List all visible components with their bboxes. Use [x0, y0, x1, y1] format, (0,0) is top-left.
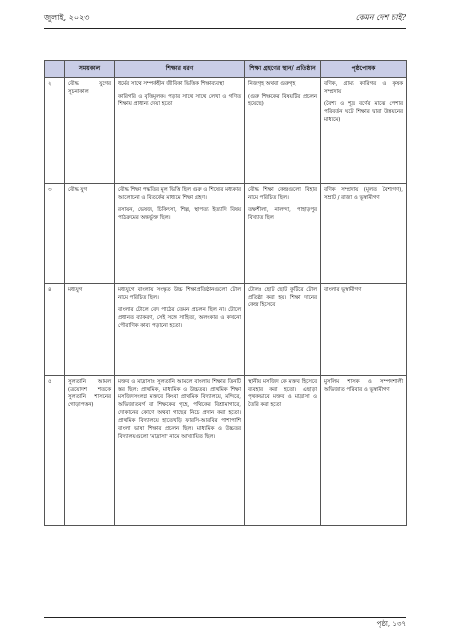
page-number: পৃষ্ঠা, ১৩৭ — [376, 620, 406, 628]
cell-paragraph: মধ্যযুগ — [68, 286, 83, 293]
cell-paragraph: (বৈশ্য ও শূদ্র বর্ণের মাঝে পেশার পরিবর্তন ঘটে শিক্ষার দ্বারা উন্নয়নের মাধ্যমে) — [324, 101, 403, 124]
cell-paragraph: বাংলার ভূস্বামীগণ — [324, 286, 362, 293]
column-header-type: শিক্ষার ধরণ — [115, 61, 245, 78]
cell-period — [65, 183, 115, 283]
row-number: ৩ — [45, 183, 65, 283]
cell-place — [245, 375, 321, 525]
cell-paragraph: নিজগৃহ অথবা গুরুগৃহ — [248, 80, 296, 87]
cell-paragraph: বণিক সম্প্রদায় (মূলত বৈশ্যগণ), সম্রাট / রাজা ও ভূস্বামীগণ — [324, 186, 403, 201]
cell-period — [65, 283, 115, 375]
column-header-patron: পৃষ্ঠপোষক — [321, 61, 407, 78]
cell-paragraph: বণিক, গ্রাম্য কারিগর ও কৃষক সম্প্রদায় — [324, 80, 403, 95]
table-row — [45, 375, 407, 525]
cell-period — [65, 77, 115, 183]
cell-patron — [321, 375, 407, 525]
column-header-place: শিক্ষা গ্রহণের স্থান/ প্রতিষ্ঠান — [245, 61, 321, 78]
table-row — [45, 183, 407, 283]
cell-patron — [321, 77, 407, 183]
cell-paragraph: টোলঃ ছোট ছোট কুটিরে টোল প্রতিষ্ঠা করা হয়। শিক্ষা দানের কেন্দ্র হিসেবে — [248, 286, 317, 309]
cell-type — [115, 375, 245, 525]
cell-paragraph: তক্ষশীলা, নালন্দা, পাহাড়পুর বিখ্যাত ছিল — [248, 207, 317, 222]
footer-divider — [44, 617, 406, 618]
table-row — [45, 283, 407, 375]
header-date: জুলাই, ২০২৩ — [44, 13, 90, 22]
cell-paragraph: মুসলিম শাসক ও সম্পদশালী অভিজাত পরিবার ও ভূস্বামীগণ — [324, 378, 403, 393]
column-header-number — [45, 61, 65, 78]
cell-paragraph: বৌদ্ধ যুগ — [68, 186, 88, 193]
cell-place — [245, 283, 321, 375]
cell-paragraph: বৌদ্ধ শিক্ষা পদ্ধতির মূল ভিত্তি ছিল গুরু ও শিষ্যের মধ্যকার আলোচনা ও বিতর্কের মাধ্যমে শিক্ষা গ্রহণ। — [118, 186, 241, 201]
table-body — [45, 77, 407, 525]
cell-type — [115, 283, 245, 375]
cell-paragraph: রসায়ন, ভেষজ, চিকিৎসা, শিল্প, স্থাপত্য ইত্যাদি বিষয় পাঠক্রমের অন্তর্ভুক্ত ছিল। — [118, 207, 241, 222]
header-title: কেমন দেশ চাই? — [355, 13, 406, 22]
page-header — [44, 12, 406, 26]
cell-paragraph: মক্তব ও মাদ্রাসাঃ সুলতানি আমলে বাংলায় শিক্ষার তিনটি স্তর ছিল: প্রাথমিক, মাধ্যমিক ও উচ্চতর। প্রাথমিক শিক্ষা মসজিদসংলগ্ন মক্তবে কিংবা প্রাথমিক বিদ্যালয়ে, মন্দিরে, অভিজাতবর্গ বা শিক্ষকের গৃহে, পথিকের বিশ্রামাগারে, দোকানের কোণে অথবা গাছের নিচে প্রদান করা হতো। প্রাথমিক বিদ্যালয়ে হাতেখড়ি ফারসি-আরবির পাশাপাশি বাংলা ভাষা শিক্ষার প্রচলন ছিল। মাধ্যমিক ও উচ্চতর বিদ্যালয়গুলো 'মাদ্রাসা' নামে আখ্যায়িত ছিল। — [118, 378, 241, 440]
cell-paragraph: কারিগরি ও বৃত্তিমূলক। পড়ার সাথে সাথে লেখা ও গণিত শিক্ষায় প্রাধান্য দেয়া হতো — [118, 93, 241, 108]
cell-paragraph: স্থানীয় মসজিদ কে মক্তব হিসেবে ব্যবহার করা হতো। এছাড়া পৃথকভাবে মক্তব ও মাদ্রাসা ও তৈরি করা হতো — [248, 378, 317, 409]
cell-paragraph: বৌদ্ধ শিক্ষা কেন্দ্রগুলো বিহার নামে পরিচিত ছিল। — [248, 186, 317, 201]
column-header-period: সময়কাল — [65, 61, 115, 78]
row-number: ৪ — [45, 283, 65, 375]
table-header-row — [45, 61, 407, 78]
cell-paragraph: বাংলার টোলে বেদ পাঠের তেমন প্রচলন ছিল না। টোলে প্রধানত ব্যাকরণ, সেই সঙ্গে সাহিত্য, অলংকার ও কখনো পৌরাণিক কাব্য পড়ানো হতো। — [118, 307, 241, 330]
education-history-table — [44, 60, 407, 526]
cell-paragraph: সুলতানি আমল (ত্রয়োদশ শতকে সুলতানি শাসনের গোড়াপত্তন) — [68, 378, 111, 409]
cell-place — [245, 183, 321, 283]
cell-patron — [321, 183, 407, 283]
cell-place — [245, 77, 321, 183]
cell-paragraph: বৌদ্ধ যুগের সূচনাকাল — [68, 80, 111, 95]
cell-patron — [321, 283, 407, 375]
cell-type — [115, 183, 245, 283]
table-row — [45, 77, 407, 183]
cell-paragraph: (গুরু শিক্ষকের বিষয়টির প্রচলন হয়েছে) — [248, 93, 317, 108]
cell-period — [65, 375, 115, 525]
header-divider — [44, 28, 406, 29]
cell-paragraph: ধর্মের সাথে সম্পর্কহীন জীবিকা ভিত্তিক শিক্ষাব্যবস্থা — [118, 80, 224, 87]
row-number: ২ — [45, 77, 65, 183]
cell-paragraph: মধ্যযুগে বাংলায় সংস্কৃত উচ্চ শিক্ষাপ্রতিষ্ঠানগুলো টোল নামে পরিচিত ছিল। — [118, 286, 241, 301]
cell-type — [115, 77, 245, 183]
row-number: ৫ — [45, 375, 65, 525]
